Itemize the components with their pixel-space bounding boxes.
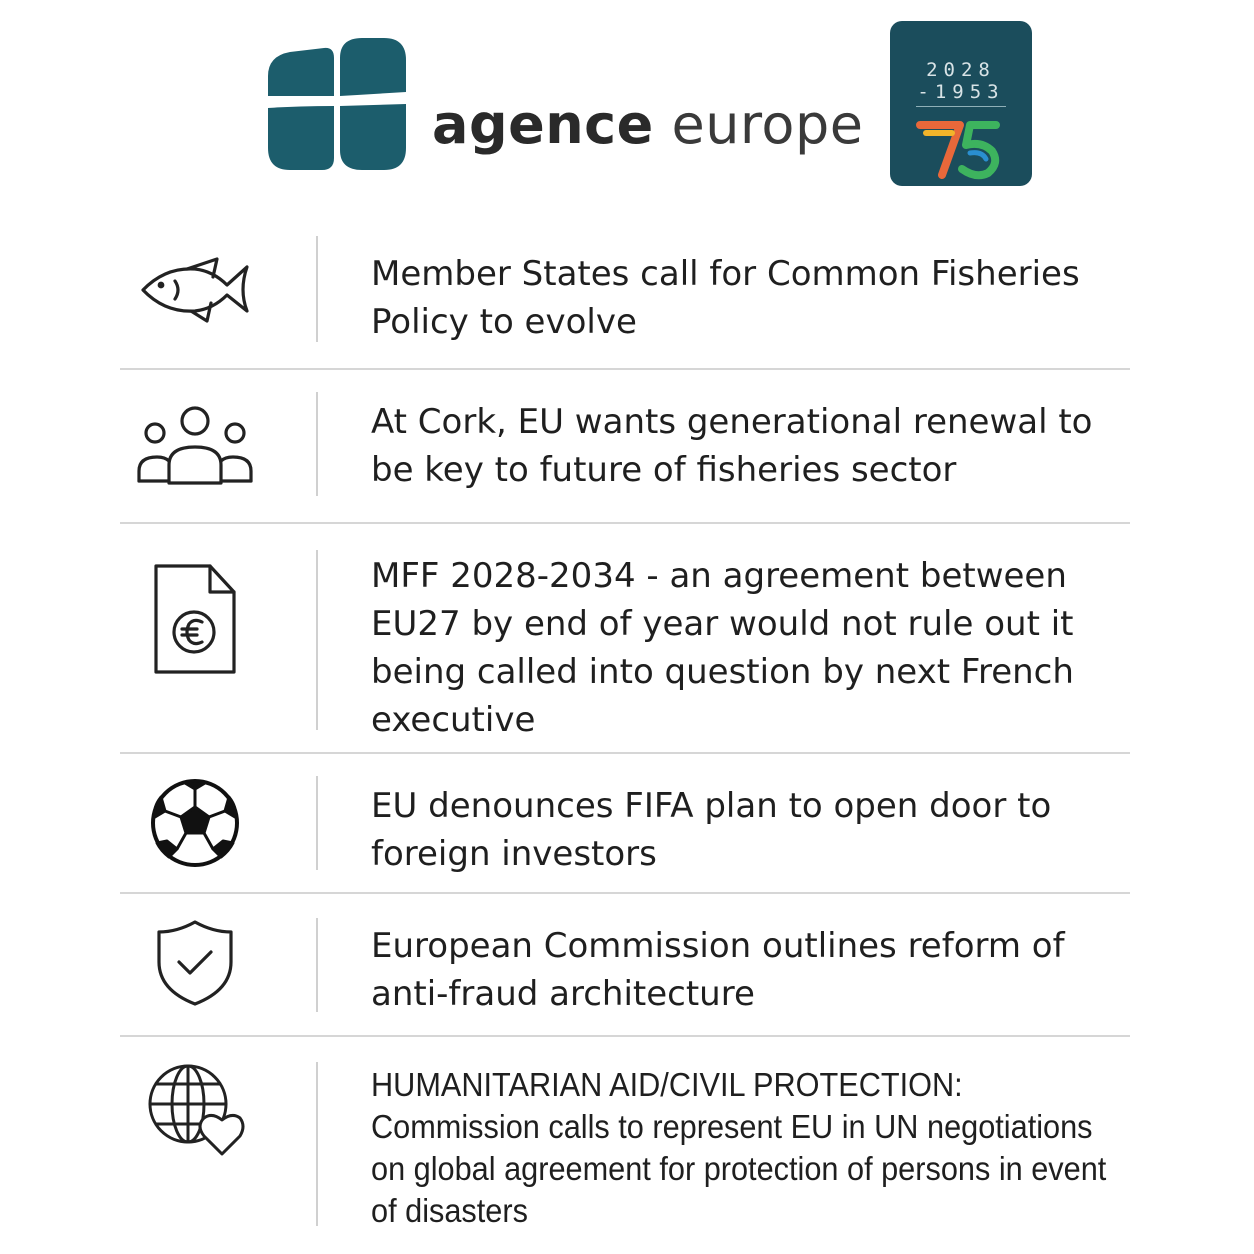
news-item-text: Member States call for Common Fisheries Policy to evolve: [371, 254, 1080, 342]
news-item-6[interactable]: [120, 1062, 1130, 1228]
anniversary-divider: [916, 106, 1006, 107]
news-item-text: HUMANITARIAN AID/CIVIL PROTECTION: Commission calls to represent EU in UN negotiations on global agreement for protection of persons in event of disasters: [371, 1066, 1107, 1229]
item-divider-vertical: [316, 1062, 318, 1226]
anniversary-year-top: 2028: [926, 59, 996, 81]
item-divider-vertical: [316, 776, 318, 870]
row-divider: [120, 1035, 1130, 1037]
item-divider-vertical: [316, 550, 318, 730]
agence-europe-logo-icon: [264, 36, 410, 172]
news-item-4[interactable]: [120, 776, 1130, 872]
news-item-2[interactable]: [120, 392, 1130, 498]
news-item-text: At Cork, EU wants generational renewal to be key to future of fisheries sector: [371, 402, 1093, 490]
row-divider: [120, 892, 1130, 894]
anniversary-badge: [890, 21, 1032, 186]
euro-document-icon: [120, 562, 270, 676]
header: [0, 0, 1254, 200]
anniversary-number: 75: [961, 182, 963, 183]
brand-name-bold: agence: [432, 93, 654, 156]
row-divider: [120, 752, 1130, 754]
news-item-text: EU denounces FIFA plan to open door to foreign investors: [371, 786, 1052, 874]
item-divider-vertical: [316, 236, 318, 342]
fish-icon: [120, 250, 270, 330]
item-divider-vertical: [316, 392, 318, 496]
item-divider-vertical: [316, 918, 318, 1012]
news-item-text: MFF 2028-2034 - an agreement between EU27 by end of year would not rule out it being called into question by next French executive: [371, 556, 1074, 740]
brand-name: [432, 90, 863, 160]
row-divider: [120, 522, 1130, 524]
globe-heart-icon: [120, 1062, 270, 1158]
news-item-5[interactable]: [120, 918, 1130, 1014]
news-item-text: European Commission outlines reform of anti-fraud architecture: [371, 926, 1065, 1014]
row-divider: [120, 368, 1130, 370]
anniversary-75-mark: [912, 113, 1012, 183]
people-group-icon: [120, 402, 270, 488]
news-item-3[interactable]: [120, 550, 1130, 740]
shield-check-icon: [120, 918, 270, 1008]
brand-name-light: europe: [671, 93, 864, 156]
anniversary-year-bottom: -1953: [917, 81, 1005, 103]
football-icon: [120, 776, 270, 870]
news-item-1[interactable]: [120, 236, 1130, 346]
